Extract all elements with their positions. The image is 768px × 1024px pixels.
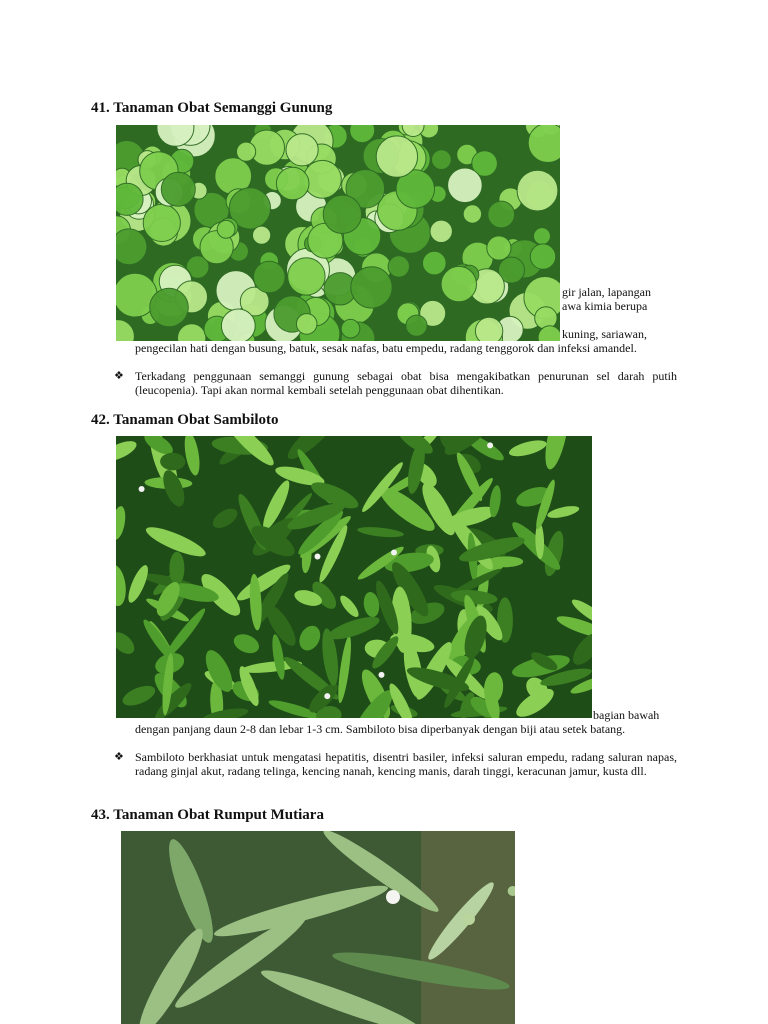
section-42-fragment-1: bagian bawah: [593, 708, 660, 722]
section-42-heading: 42. Tanaman Obat Sambiloto: [91, 412, 279, 428]
bullet-icon: ❖: [114, 370, 124, 382]
section-42-paragraph-2: Sambiloto berkhasiat untuk mengatasi hepatitis, disentri basiler, infeksi saluran empedu, radang saluran napas, radang ginjal akut, radang telinga, kencing nanah, kencing manis, darah tinggi, keracunan jamur, kusta dll.: [135, 750, 677, 778]
pennywort-plant-photo: [116, 125, 560, 341]
section-43-heading: 43. Tanaman Obat Rumput Mutiara: [91, 807, 324, 823]
section-42-paragraph-1-continued: dengan panjang daun 2-8 dan lebar 1-3 cm. Sambiloto bisa diperbanyak dengan biji atau setek batang.: [135, 722, 626, 736]
section-41-paragraph-1-continued: pengecilan hati dengan busung, batuk, sesak nafas, batu empedu, radang tenggorok dan infeksi amandel.: [135, 341, 637, 355]
sambiloto-plant-photo: [116, 436, 592, 718]
section-41-fragment-3: kuning, sariawan,: [562, 327, 647, 341]
section-41-fragment-2: awa kimia berupa: [562, 299, 648, 313]
section-41-fragment-1: gir jalan, lapangan: [562, 285, 651, 299]
bullet-icon: ❖: [114, 751, 124, 763]
pearl-grass-plant-photo: [121, 831, 515, 1024]
section-41-paragraph-2: Terkadang penggunaan semanggi gunung sebagai obat bisa mengakibatkan penurunan sel darah putih (leucopenia). Tapi akan normal kembali setelah penggunaan obat dihentikan.: [135, 369, 677, 397]
section-41-heading: 41. Tanaman Obat Semanggi Gunung: [91, 100, 333, 116]
